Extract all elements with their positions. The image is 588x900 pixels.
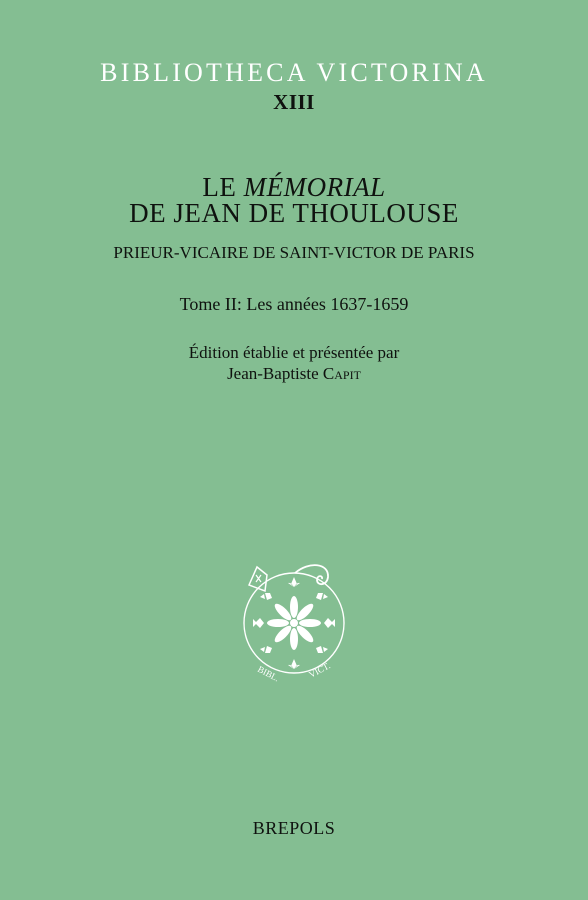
book-title-line-2: DE JEAN DE THOULOUSE xyxy=(129,198,459,228)
book-title-italic: MÉMORIAL xyxy=(243,172,386,202)
abbey-seal-icon xyxy=(229,555,359,685)
emblem-left-text: BIBL. xyxy=(256,663,281,684)
book-title-prefix: LE xyxy=(202,172,244,202)
editor-last-name: Capit xyxy=(322,364,361,383)
editor-first-name: Jean-Baptiste xyxy=(227,364,323,383)
publisher-name: BREPOLS xyxy=(252,818,336,838)
emblem-right-text: VICT. xyxy=(307,660,332,680)
editor-name xyxy=(0,364,588,384)
editor-intro: Édition établie et présentée par xyxy=(188,343,400,362)
series-title: BIBLIOTHECA VICTORINA xyxy=(100,58,488,87)
book-subtitle: PRIEUR-VICAIRE DE SAINT-VICTOR DE PARIS xyxy=(113,243,475,262)
volume-number: XIII xyxy=(273,90,315,114)
tome-line: Tome II: Les années 1637-1659 xyxy=(179,294,409,314)
